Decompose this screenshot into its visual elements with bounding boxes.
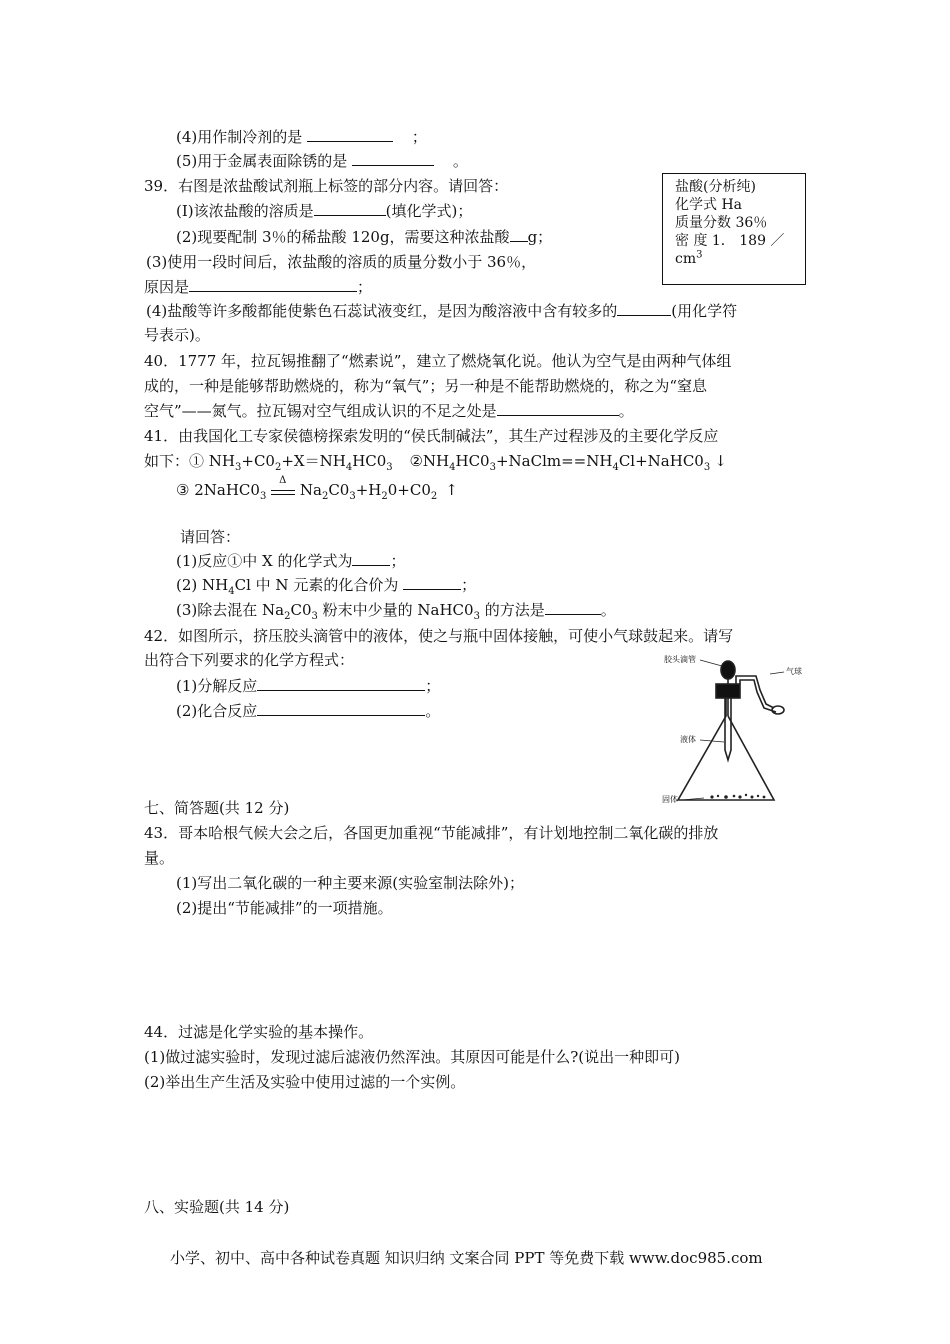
q42-line1: 42．如图所示，挤压胶头滴管中的液体，使之与瓶中固体接触，可使小气球鼓起来。请写: [144, 627, 734, 645]
q39-part4-cont: 号表示)。: [144, 326, 210, 344]
answer-blank: [617, 301, 671, 316]
q39-part4: (4)盐酸等许多酸都能使紫色石蕊试液变红，是因为酸溶液中含有较多的 (用化学符: [146, 302, 738, 320]
q39-part3: (3)使用一段时间后，浓盐酸的溶质的质量分数小于 36％，: [146, 253, 537, 271]
answer-blank: [545, 600, 601, 615]
q39-part3-reason: 原因是 ；: [144, 278, 373, 296]
q39-part1: (I)该浓盐酸的溶质是 (填化学式)；: [176, 202, 473, 220]
section-8-title: 八、实验题(共 14 分): [144, 1198, 290, 1216]
delta-icon: Δ: [279, 475, 287, 486]
q40-line1: 40．1777 年，拉瓦锡推翻了“燃素说”，建立了燃烧氧化说。他认为空气是由两种气体组: [144, 352, 732, 370]
q39-part2: (2)现要配制 3％的稀盐酸 120g，需要这种浓盐酸 g；: [176, 228, 553, 246]
q44-line1: 44．过滤是化学实验的基本操作。: [144, 1023, 374, 1041]
q40-line3: 空气”——氮气。拉瓦锡对空气组成认识的不足之处是 。: [144, 402, 634, 420]
solid-particles: [710, 794, 765, 799]
label-formula: 化学式 Ha: [675, 197, 743, 213]
answer-blank: [497, 401, 619, 416]
equals-line: [271, 494, 295, 495]
precipitate-arrow-icon: ↓: [714, 452, 727, 470]
heat-condition-sign: [271, 475, 295, 500]
q42-line2: 出符合下列要求的化学方程式：: [144, 651, 355, 669]
q41-part2: (2) $NH_4Cl$ 中 N 元素的化合价为 ；: [176, 576, 477, 597]
equation-1: ① $NH_3+C0_2+X=NH_4HC0_3$: [189, 452, 393, 473]
section-7-title: 七、简答题(共 12 分): [144, 799, 290, 817]
gas-arrow-icon: ↑: [445, 481, 458, 499]
q41-ask: 请回答：: [180, 528, 241, 546]
flask-apparatus-figure: [656, 650, 822, 810]
rubber-stopper: [716, 684, 740, 698]
equals-line: [271, 490, 295, 491]
answer-blank: [352, 151, 434, 166]
q38-item5: (5)用于金属表面除锈的是 。: [176, 152, 468, 170]
answer-blank: [510, 227, 528, 242]
equation-2: $②NH_4HC0_3+NaClm==NH_4Cl+NaHC0_3$ ↓: [409, 452, 727, 473]
answer-blank: [189, 277, 357, 292]
label-dropper: 胶头滴管: [664, 655, 696, 664]
q43-line2: 量。: [144, 849, 175, 867]
q39-intro: 39．右图是浓盐酸试剂瓶上标签的部分内容。请回答：: [144, 177, 509, 195]
flask-body: [678, 696, 774, 800]
answer-blank: [257, 701, 425, 716]
balloon: [772, 706, 784, 714]
answer-blank: [314, 201, 386, 216]
q44-part2: (2)举出生产生活及实验中使用过滤的一个实例。: [144, 1073, 466, 1091]
q42-part1: (1)分解反应 ；: [176, 677, 441, 695]
answer-blank: [257, 676, 425, 691]
q41-equations: 如下：① $NH_3+C0_2+X=NH_4HC0_3$ $②NH_4HC0_3+NaClm==NH_4Cl+NaHC0_3$ ↓: [144, 452, 727, 473]
dropper-bulb: [721, 661, 735, 679]
q38-item4: (4)用作制冷剂的是 ；: [176, 128, 427, 146]
label-mass-fraction: 质量分数 36％: [675, 215, 768, 231]
answer-blank: [352, 551, 390, 566]
q43-part2: (2)提出“节能减排”的一项措施。: [176, 899, 393, 917]
equation-3: ③ $2NaHC0_3$ Δ $Na_2C0_3+H_20+C0_2$ ↑: [176, 475, 458, 502]
label-liquid: 液体: [680, 735, 696, 744]
label-name: 盐酸(分析纯): [675, 179, 756, 195]
answer-blank: [307, 127, 393, 142]
q44-part1: (1)做过滤实验时，发现过滤后滤液仍然浑浊。其原因可能是什么?(说出一种即可): [144, 1048, 680, 1066]
q41-part3: (3)除去混在 $Na_2C0_3$ 粉末中少量的 $NaHC0_3$ 的方法是 。: [176, 601, 616, 622]
q41-part1: (1)反应①中 X 的化学式为 ；: [176, 552, 406, 570]
q41-line1: 41．由我国化工专家侯德榜探索发明的“侯氏制碱法”，其生产过程涉及的主要化学反应: [144, 427, 719, 445]
label-solid: 固体: [662, 795, 678, 804]
label-density-unit: $cm^3$: [675, 249, 703, 267]
answer-blank: [403, 575, 461, 590]
reagent-label: [662, 173, 806, 285]
page-footer: 小学、初中、高中各种试卷真题 知识归纳 文案合同 PPT 等免费下载 www.doc985.com: [170, 1249, 763, 1267]
q42-part2: (2)化合反应 。: [176, 702, 441, 720]
q40-line2: 成的，一种是能够帮助燃烧的，称为“氧气”；另一种是不能帮助燃烧的，称之为“窒息: [144, 377, 708, 395]
q43-line1: 43．哥本哈根气候大会之后，各国更加重视“节能减排”，有计划地控制二氧化碳的排放: [144, 824, 719, 842]
q43-part1: (1)写出二氧化碳的一种主要来源(实验室制法除外)；: [176, 874, 524, 892]
label-balloon: 气球: [786, 667, 802, 676]
label-density: 密 度 1． 189 ／: [675, 233, 785, 249]
